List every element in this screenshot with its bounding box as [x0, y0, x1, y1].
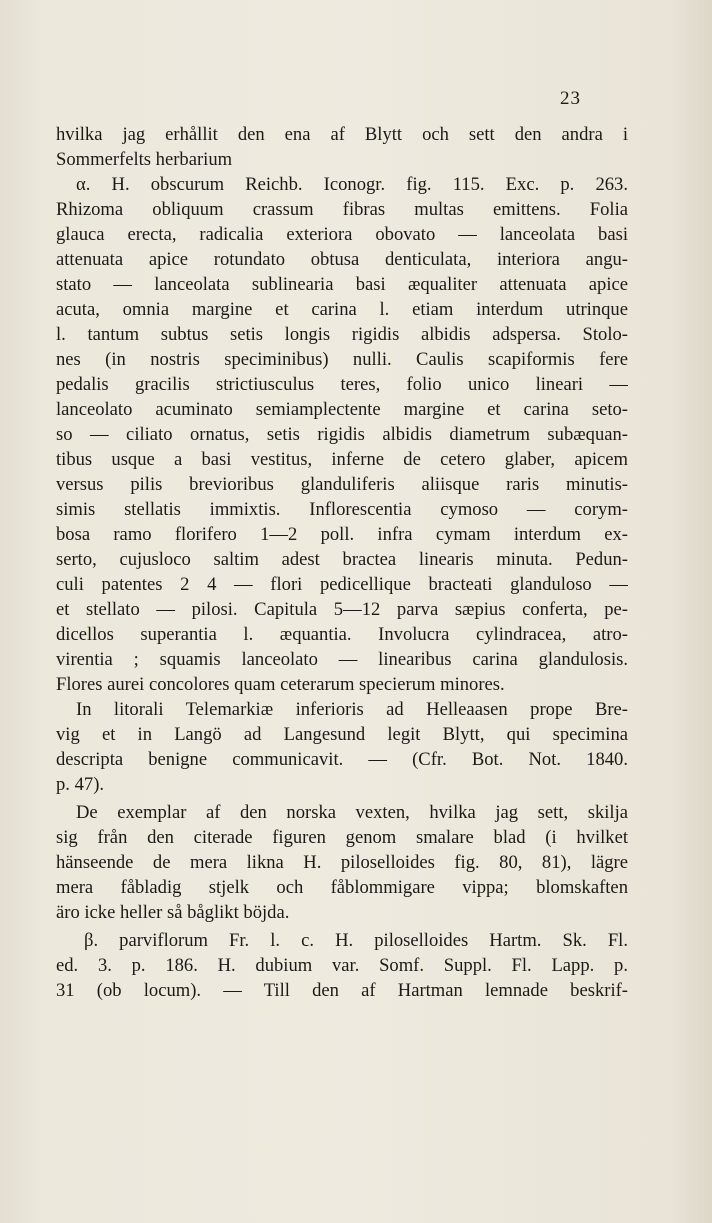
text-line: hvilka jag erhållit den ena af Blytt och sett den andra i — [56, 124, 628, 145]
text-line: hänseende de mera likna H. piloselloides fig. 80, 81), lägre — [56, 852, 628, 873]
text-line: Rhizoma obliquum crassum fibras multas emittens. Folia — [56, 199, 628, 220]
text-line: serto, cujusloco saltim adest bractea linearis minuta. Pedun- — [56, 549, 628, 570]
text-line: so — ciliato ornatus, setis rigidis albidis diametrum subæquan- — [56, 424, 628, 445]
variety-heading-beta: β. parviflorum Fr. l. c. H. piloselloides Hartm. Sk. Fl. — [84, 930, 628, 951]
text-line: stato — lanceolata sublinearia basi æqualiter attenuata apice — [56, 274, 628, 295]
text-line: simis stellatis immixtis. Inflorescentia cymoso — corym- — [56, 499, 628, 520]
text-line: bosa ramo florifero 1—2 poll. infra cymam interdum ex- — [56, 524, 628, 545]
text-line: culi patentes 2 4 — flori pedicellique bracteati glanduloso — — [56, 574, 628, 595]
text-line: nes (in nostris speciminibus) nulli. Caulis scapiformis fere — [56, 349, 628, 370]
text-line: lanceolato acuminato semiamplectente margine et carina seto- — [56, 399, 628, 420]
text-line: In litorali Telemarkiæ inferioris ad Helleaasen prope Bre- — [76, 699, 628, 720]
text-line: 31 (ob locum). — Till den af Hartman lemnade beskrif- — [56, 980, 628, 1001]
text-line: De exemplar af den norska vexten, hvilka jag sett, skilja — [76, 802, 628, 823]
body-text — [56, 122, 628, 1003]
text-line: mera fåbladig stjelk och fåblommigare vippa; blomskaften — [56, 877, 628, 898]
text-line: et stellato — pilosi. Capitula 5—12 parva sæpius conferta, pe- — [56, 599, 628, 620]
text-line: Flores aurei concolores quam ceterarum specierum minores. — [56, 674, 505, 695]
text-line: äro icke heller så båglikt böjda. — [56, 902, 290, 923]
text-line: descripta benigne communicavit. — (Cfr. Bot. Not. 1840. — [56, 749, 628, 770]
text-line: dicellos superantia l. æquantia. Involucra cylindracea, atro- — [56, 624, 628, 645]
text-line: versus pilis brevioribus glanduliferis aliisque raris minutis- — [56, 474, 628, 495]
text-line: vig et in Langö ad Langesund legit Blytt, qui specimina — [56, 724, 628, 745]
text-line: Sommerfelts herbarium — [56, 149, 233, 170]
text-line: pedalis gracilis strictiusculus teres, folio unico lineari — — [56, 374, 628, 395]
text-line: l. tantum subtus setis longis rigidis albidis adspersa. Stolo- — [56, 324, 628, 345]
page-number: 23 — [560, 88, 581, 109]
text-line: sig från den citerade figuren genom smalare blad (i hvilket — [56, 827, 628, 848]
text-line: glauca erecta, radicalia exteriora obovato — lanceolata basi — [56, 224, 628, 245]
text-line: attenuata apice rotundato obtusa denticulata, interiora angu- — [56, 249, 628, 270]
text-line: acuta, omnia margine et carina l. etiam interdum utrinque — [56, 299, 628, 320]
text-line: virentia ; squamis lanceolato — linearibus carina glandulosis. — [56, 649, 628, 670]
text-line: ed. 3. p. 186. H. dubium var. Somf. Suppl. Fl. Lapp. p. — [56, 955, 628, 976]
text-line: tibus usque a basi vestitus, inferne de cetero glaber, apicem — [56, 449, 628, 470]
variety-heading-alpha: α. H. obscurum Reichb. Iconogr. fig. 115. Exc. p. 263. — [76, 174, 628, 195]
text-line: p. 47). — [56, 774, 105, 795]
